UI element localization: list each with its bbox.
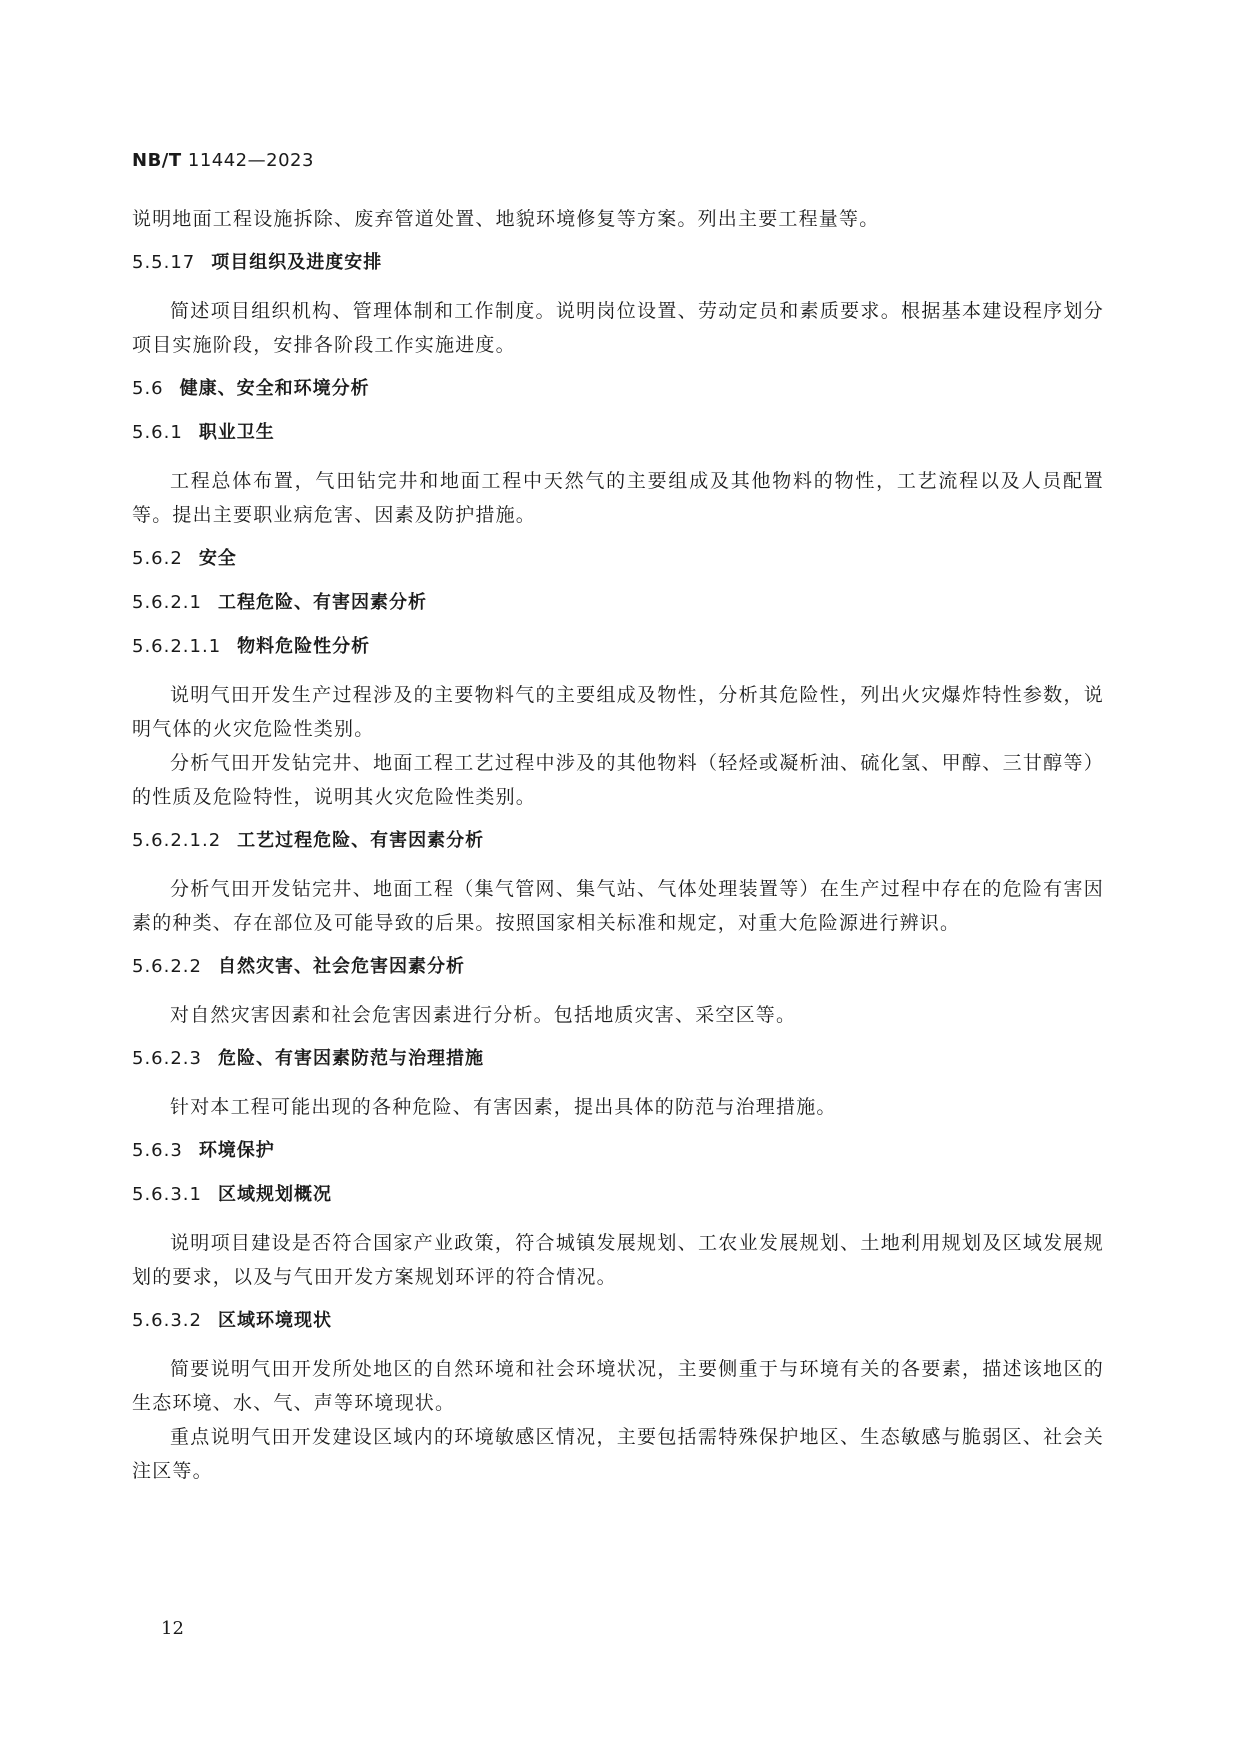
section-number: 5.6.2.2 bbox=[132, 956, 202, 977]
section-heading bbox=[132, 1138, 1104, 1164]
section-title: 环境保护 bbox=[198, 1140, 275, 1161]
section-title: 健康、安全和环境分析 bbox=[179, 378, 370, 399]
standard-code: NB/T bbox=[132, 150, 182, 171]
section-number: 5.6.2 bbox=[132, 548, 183, 569]
section-heading bbox=[132, 634, 1104, 660]
standard-number: 11442—2023 bbox=[187, 150, 314, 171]
section-number: 5.6.2.3 bbox=[132, 1048, 202, 1069]
section-number: 5.6.2.1 bbox=[132, 592, 202, 613]
section-title: 安全 bbox=[198, 548, 237, 569]
paragraph: 对自然灾害因素和社会危害因素进行分析。包括地质灾害、采空区等。 bbox=[170, 1004, 797, 1026]
section-heading bbox=[132, 376, 1104, 402]
paragraph: 说明地面工程设施拆除、废弃管道处置、地貌环境修复等方案。列出主要工程量等。 bbox=[132, 208, 880, 230]
section-heading bbox=[132, 420, 1104, 446]
section-heading bbox=[132, 828, 1104, 854]
section-number: 5.6 bbox=[132, 378, 164, 399]
paragraph: 重点说明气田开发建设区域内的环境敏感区情况，主要包括需特殊保护地区、生态敏感与脆弱区、社会关注区等。 bbox=[132, 1426, 1104, 1482]
section-number: 5.6.3 bbox=[132, 1140, 183, 1161]
standard-header bbox=[132, 150, 314, 171]
section-heading bbox=[132, 590, 1104, 616]
paragraph: 工程总体布置，气田钻完井和地面工程中天然气的主要组成及其他物料的物性，工艺流程以及人员配置等。提出主要职业病危害、因素及防护措施。 bbox=[132, 470, 1104, 526]
section-heading bbox=[132, 1046, 1104, 1072]
section-title: 自然灾害、社会危害因素分析 bbox=[217, 956, 465, 977]
section-title: 项目组织及进度安排 bbox=[211, 252, 383, 273]
section-heading bbox=[132, 954, 1104, 980]
paragraph: 简要说明气田开发所处地区的自然环境和社会环境状况，主要侧重于与环境有关的各要素，描述该地区的生态环境、水、气、声等环境现状。 bbox=[132, 1358, 1104, 1414]
paragraph: 分析气田开发钻完井、地面工程工艺过程中涉及的其他物料（轻烃或凝析油、硫化氢、甲醇、三甘醇等）的性质及危险特性，说明其火灾危险性类别。 bbox=[132, 752, 1104, 808]
section-title: 危险、有害因素防范与治理措施 bbox=[217, 1048, 484, 1069]
section-title: 区域规划概况 bbox=[217, 1184, 332, 1205]
section-title: 区域环境现状 bbox=[217, 1310, 332, 1331]
section-heading bbox=[132, 250, 1104, 276]
paragraph: 简述项目组织机构、管理体制和工作制度。说明岗位设置、劳动定员和素质要求。根据基本建设程序划分项目实施阶段，安排各阶段工作实施进度。 bbox=[132, 300, 1104, 356]
paragraph: 说明项目建设是否符合国家产业政策，符合城镇发展规划、工农业发展规划、土地利用规划及区域发展规划的要求，以及与气田开发方案规划环评的符合情况。 bbox=[132, 1232, 1104, 1288]
section-number: 5.6.2.1.1 bbox=[132, 636, 222, 657]
section-number: 5.5.17 bbox=[132, 252, 196, 273]
paragraph: 针对本工程可能出现的各种危险、有害因素，提出具体的防范与治理措施。 bbox=[170, 1096, 837, 1118]
section-number: 5.6.2.1.2 bbox=[132, 830, 222, 851]
section-title: 职业卫生 bbox=[198, 422, 275, 443]
paragraph: 分析气田开发钻完井、地面工程（集气管网、集气站、气体处理装置等）在生产过程中存在的危险有害因素的种类、存在部位及可能导致的后果。按照国家相关标准和规定，对重大危险源进行辨识。 bbox=[132, 878, 1104, 934]
section-number: 5.6.1 bbox=[132, 422, 183, 443]
document-body bbox=[132, 202, 1104, 1502]
section-heading bbox=[132, 1182, 1104, 1208]
section-heading bbox=[132, 546, 1104, 572]
section-title: 物料危险性分析 bbox=[237, 636, 371, 657]
paragraph: 说明气田开发生产过程涉及的主要物料气的主要组成及物性，分析其危险性，列出火灾爆炸特性参数，说明气体的火灾危险性类别。 bbox=[132, 684, 1104, 740]
section-title: 工艺过程危险、有害因素分析 bbox=[237, 830, 485, 851]
section-title: 工程危险、有害因素分析 bbox=[217, 592, 427, 613]
section-number: 5.6.3.1 bbox=[132, 1184, 202, 1205]
page-number: 12 bbox=[161, 1618, 184, 1639]
section-number: 5.6.3.2 bbox=[132, 1310, 202, 1331]
section-heading bbox=[132, 1308, 1104, 1334]
